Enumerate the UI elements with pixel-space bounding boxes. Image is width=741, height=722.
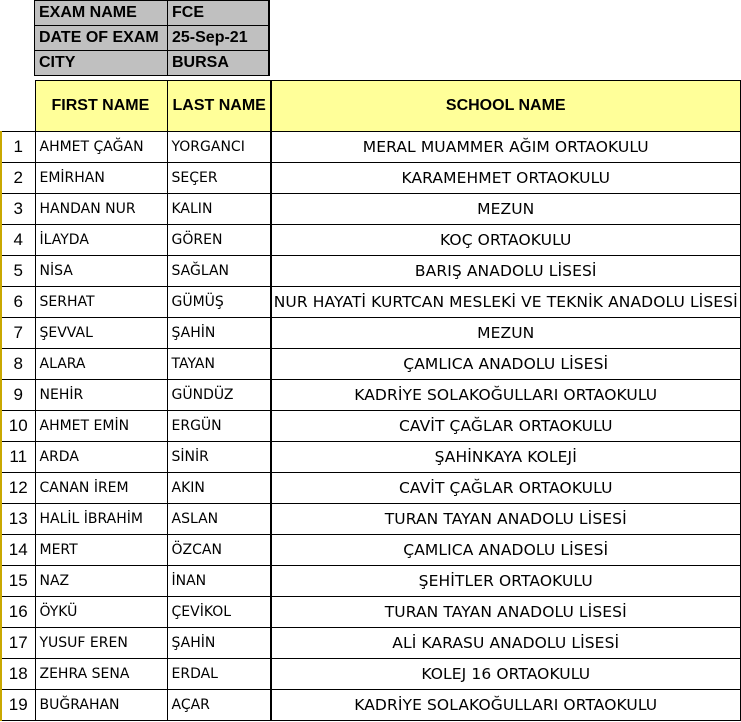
table-row [1,225,740,256]
first-name-cell[interactable]: HALİL İBRAHİM [35,504,167,535]
last-name-cell[interactable]: ŞAHİN [167,318,271,349]
table-row [1,287,740,318]
last-name-cell[interactable]: İNAN [167,566,271,597]
table-row [1,349,740,380]
school-name-cell[interactable]: BARIŞ ANADOLU LİSESİ [271,256,740,287]
school-name-cell[interactable]: CAVİT ÇAĞLAR ORTAOKULU [271,473,740,504]
table-row [1,628,740,659]
first-name-cell[interactable]: CANAN İREM [35,473,167,504]
exam-info-body [35,1,270,76]
first-name-cell[interactable]: AHMET ÇAĞAN [35,132,167,163]
row-number-header [1,81,35,132]
table-row [1,690,740,721]
school-name-cell[interactable]: ŞAHİNKAYA KOLEJİ [271,442,740,473]
first-name-cell[interactable]: NAZ [35,566,167,597]
school-name-cell[interactable]: TURAN TAYAN ANADOLU LİSESİ [271,597,740,628]
first-name-cell[interactable]: ALARA [35,349,167,380]
exam-name-value[interactable]: FCE [168,1,270,26]
first-name-cell[interactable]: HANDAN NUR [35,194,167,225]
first-name-cell[interactable]: NEHİR [35,380,167,411]
city-value[interactable]: BURSA [168,51,270,76]
first-name-cell[interactable]: MERT [35,535,167,566]
last-name-cell[interactable]: KALIN [167,194,271,225]
exam-date-label[interactable]: DATE OF EXAM [35,26,168,51]
exam-date-row [35,26,270,51]
table-row [1,442,740,473]
first-name-cell[interactable]: BUĞRAHAN [35,690,167,721]
last-name-cell[interactable]: ÖZCAN [167,535,271,566]
last-name-cell[interactable]: AKIN [167,473,271,504]
table-row [1,566,740,597]
row-number-cell[interactable]: 12 [1,473,35,504]
first-name-cell[interactable]: YUSUF EREN [35,628,167,659]
last-name-cell[interactable]: YORGANCI [167,132,271,163]
row-number-cell[interactable]: 6 [1,287,35,318]
table-row [1,473,740,504]
table-row [1,194,740,225]
row-number-cell[interactable]: 3 [1,194,35,225]
first-name-cell[interactable]: ZEHRA SENA [35,659,167,690]
last-name-cell[interactable]: SİNİR [167,442,271,473]
table-row [1,597,740,628]
last-name-cell[interactable]: ASLAN [167,504,271,535]
last-name-cell[interactable]: GÖREN [167,225,271,256]
row-number-cell[interactable]: 14 [1,535,35,566]
students-table-header [1,81,740,132]
first-name-cell[interactable]: AHMET EMİN [35,411,167,442]
row-number-cell[interactable]: 2 [1,163,35,194]
last-name-cell[interactable]: GÜMÜŞ [167,287,271,318]
table-row [1,132,740,163]
last-name-cell[interactable]: AÇAR [167,690,271,721]
last-name-cell[interactable]: SAĞLAN [167,256,271,287]
school-name-cell[interactable]: KADRİYE SOLAKOĞULLARI ORTAOKULU [271,690,740,721]
students-table [0,80,741,721]
last-name-cell[interactable]: TAYAN [167,349,271,380]
first-name-cell[interactable]: EMİRHAN [35,163,167,194]
table-row [1,535,740,566]
first-name-cell[interactable]: ŞEVVAL [35,318,167,349]
city-row [35,51,270,76]
row-number-cell[interactable]: 8 [1,349,35,380]
city-label[interactable]: CITY [35,51,168,76]
table-row [1,163,740,194]
exam-info-table [34,0,270,76]
row-number-cell[interactable]: 15 [1,566,35,597]
table-row [1,380,740,411]
exam-date-value[interactable]: 25-Sep-21 [168,26,270,51]
row-number-cell[interactable]: 10 [1,411,35,442]
school-name-cell[interactable]: KADRİYE SOLAKOĞULLARI ORTAOKULU [271,380,740,411]
school-name-cell[interactable]: KOÇ ORTAOKULU [271,225,740,256]
school-name-cell[interactable]: KARAMEHMET ORTAOKULU [271,163,740,194]
school-name-cell[interactable]: ŞEHİTLER ORTAOKULU [271,566,740,597]
school-name-cell[interactable]: ÇAMLICA ANADOLU LİSESİ [271,535,740,566]
last-name-cell[interactable]: ERGÜN [167,411,271,442]
school-name-cell[interactable]: KOLEJ 16 ORTAOKULU [271,659,740,690]
row-number-cell[interactable]: 11 [1,442,35,473]
first-name-cell[interactable]: NİSA [35,256,167,287]
first-name-header[interactable]: FIRST NAME [35,81,167,132]
last-name-header[interactable]: LAST NAME [167,81,271,132]
last-name-cell[interactable]: GÜNDÜZ [167,380,271,411]
row-number-cell[interactable]: 7 [1,318,35,349]
row-number-cell[interactable]: 16 [1,597,35,628]
first-name-cell[interactable]: ÖYKÜ [35,597,167,628]
row-number-cell[interactable]: 9 [1,380,35,411]
school-name-cell[interactable]: MERAL MUAMMER AĞIM ORTAOKULU [271,132,740,163]
first-name-cell[interactable]: ARDA [35,442,167,473]
last-name-cell[interactable]: SEÇER [167,163,271,194]
school-name-cell[interactable]: NUR HAYATİ KURTCAN MESLEKİ VE TEKNİK ANADOLU LİSESİ [271,287,740,318]
row-number-cell[interactable]: 13 [1,504,35,535]
table-row [1,504,740,535]
school-name-cell[interactable]: ALİ KARASU ANADOLU LİSESİ [271,628,740,659]
row-number-cell[interactable]: 4 [1,225,35,256]
school-name-cell[interactable]: CAVİT ÇAĞLAR ORTAOKULU [271,411,740,442]
table-row [1,411,740,442]
first-name-cell[interactable]: SERHAT [35,287,167,318]
exam-name-row [35,1,270,26]
table-row [1,659,740,690]
table-row [1,318,740,349]
row-number-cell[interactable]: 18 [1,659,35,690]
school-name-header[interactable]: SCHOOL NAME [271,81,740,132]
header-row [1,81,740,132]
row-number-cell[interactable]: 5 [1,256,35,287]
last-name-cell[interactable]: ÇEVİKOL [167,597,271,628]
row-number-cell[interactable]: 19 [1,690,35,721]
last-name-cell[interactable]: ERDAL [167,659,271,690]
table-row [1,256,740,287]
school-name-cell[interactable]: MEZUN [271,318,740,349]
students-table-body [1,132,740,721]
first-name-cell[interactable]: İLAYDA [35,225,167,256]
exam-name-label[interactable]: EXAM NAME [35,1,168,26]
row-number-cell[interactable]: 17 [1,628,35,659]
school-name-cell[interactable]: TURAN TAYAN ANADOLU LİSESİ [271,504,740,535]
school-name-cell[interactable]: MEZUN [271,194,740,225]
last-name-cell[interactable]: ŞAHİN [167,628,271,659]
row-number-cell[interactable]: 1 [1,132,35,163]
school-name-cell[interactable]: ÇAMLICA ANADOLU LİSESİ [271,349,740,380]
